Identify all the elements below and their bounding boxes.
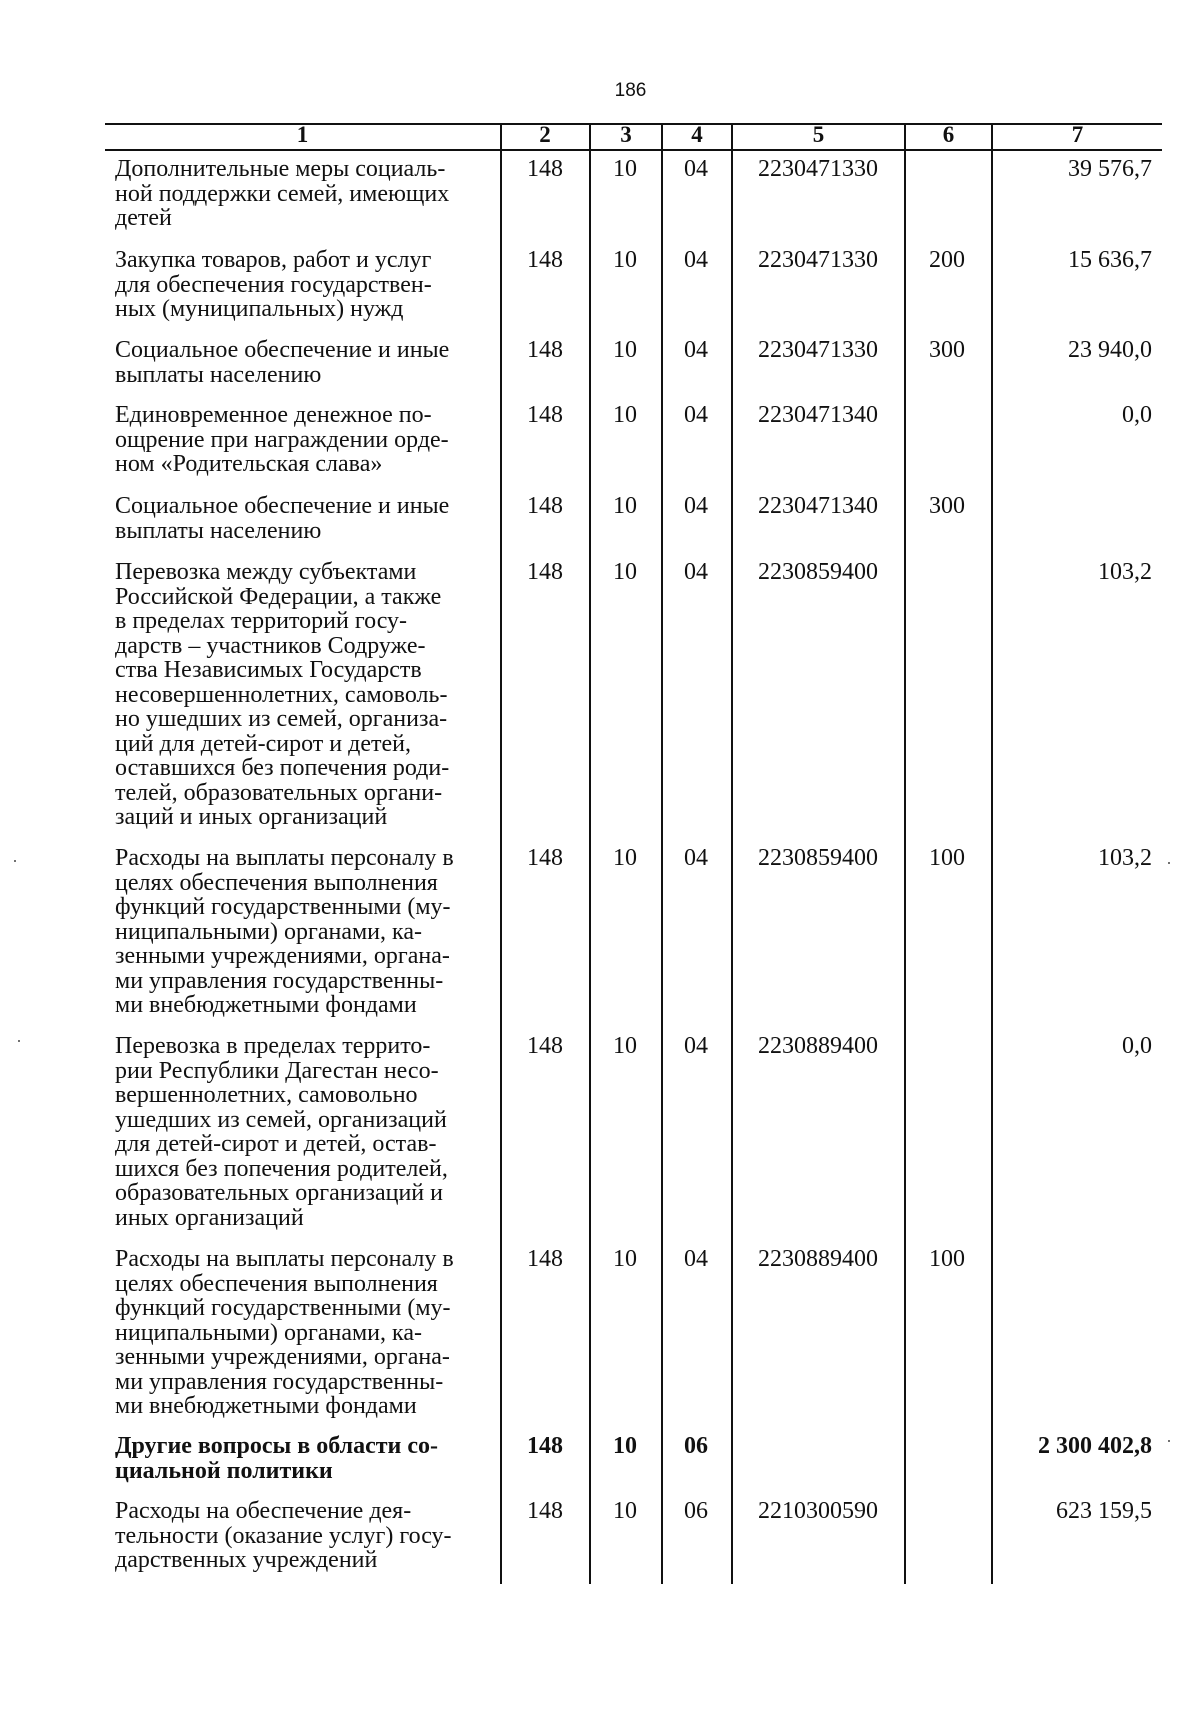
header-bottom-rule [105, 149, 1162, 151]
row-code-2: 148 [527, 337, 563, 363]
row-name: Другие вопросы в области со- циальной политики [115, 1433, 439, 1484]
row-code-3: 10 [613, 1433, 637, 1459]
scan-speck [14, 860, 16, 862]
column-header-6: 6 [942, 122, 955, 147]
row-name: Расходы на выплаты персоналу в целях обеспечения выполнения функций государственными (му- ниципальными) органами, ка- зенными учреждениями, органа- ми управления государственны- ми внебюджетными фондами [115, 845, 454, 1018]
row-name: Расходы на обеспечение дея- тельности (оказание услуг) госу- дарственных учреждений [115, 1498, 452, 1573]
row-code-4: 04 [684, 493, 708, 519]
row-code-3: 10 [613, 337, 637, 363]
row-code-4: 04 [684, 1033, 708, 1059]
column-header-3: 3 [620, 122, 632, 147]
row-code-2: 148 [527, 402, 563, 428]
row-code-4: 04 [684, 1246, 708, 1272]
column-header-1: 1 [296, 122, 309, 147]
row-amount: 2 300 402,8 [1038, 1433, 1152, 1459]
row-name: Перевозка между субъектами Российской Федерации, а также в пределах территорий госу- дарств – участников Содруже- ства Независимых Государств несовершеннолетних, самоволь- но ушедших из семей, организа- ций для детей-сирот и детей, оставшихся без попечения роди- телей, образовательных органи- заций и иных организаций [115, 559, 450, 830]
row-code-4: 04 [684, 156, 708, 182]
row-code-4: 04 [684, 247, 708, 273]
row-code-3: 10 [613, 493, 637, 519]
column-header-5: 5 [812, 122, 825, 147]
row-code-6: 200 [929, 247, 965, 273]
row-code-3: 10 [613, 1498, 637, 1524]
row-code-2: 148 [527, 559, 563, 585]
row-code-5: 2230889400 [758, 1033, 878, 1059]
row-code-3: 10 [613, 1033, 637, 1059]
row-code-2: 148 [527, 493, 563, 519]
row-code-2: 148 [527, 1246, 563, 1272]
row-code-4: 06 [684, 1498, 708, 1524]
scan-speck [18, 1040, 20, 1042]
row-code-3: 10 [613, 845, 637, 871]
row-code-5: 2230471340 [758, 402, 878, 428]
row-code-2: 148 [527, 1498, 563, 1524]
row-code-3: 10 [613, 559, 637, 585]
row-amount: 103,2 [1098, 559, 1152, 585]
row-amount: 0,0 [1122, 1033, 1152, 1059]
row-code-5: 2230471340 [758, 493, 878, 519]
row-code-2: 148 [527, 156, 563, 182]
row-code-4: 04 [684, 559, 708, 585]
row-code-2: 148 [527, 845, 563, 871]
row-name: Социальное обеспечение и иные выплаты населению [115, 337, 450, 388]
scan-speck [1168, 862, 1170, 864]
row-code-4: 04 [684, 402, 708, 428]
column-header-7: 7 [1071, 122, 1084, 147]
column-header-2: 2 [539, 122, 551, 147]
row-code-6: 300 [929, 337, 965, 363]
row-amount: 39 576,7 [1068, 156, 1152, 182]
row-code-2: 148 [527, 1433, 563, 1459]
row-amount: 103,2 [1098, 845, 1152, 871]
row-code-6: 300 [929, 493, 965, 519]
row-amount: 0,0 [1122, 402, 1152, 428]
row-code-3: 10 [613, 247, 637, 273]
row-amount: 623 159,5 [1056, 1498, 1152, 1524]
row-code-5: 2230859400 [758, 559, 878, 585]
row-code-2: 148 [527, 247, 563, 273]
row-code-6: 100 [929, 1246, 965, 1272]
row-amount: 15 636,7 [1068, 247, 1152, 273]
page-number: 186 [614, 80, 647, 101]
row-code-3: 10 [613, 156, 637, 182]
row-code-5: 2230471330 [758, 247, 878, 273]
row-amount: 23 940,0 [1068, 337, 1152, 363]
row-name: Расходы на выплаты персоналу в целях обеспечения выполнения функций государственными (му- ниципальными) органами, ка- зенными учреждениями, органа- ми управления государственны- ми внебюджетными фондами [115, 1246, 454, 1419]
row-code-2: 148 [527, 1033, 563, 1059]
row-code-4: 04 [684, 845, 708, 871]
row-name: Перевозка в пределах террито- рии Республики Дагестан несо- вершеннолетних, самовольно ушедших из семей, организаций для детей-сирот и детей, остав- шихся без попечения родителей, образовательных организаций и иных организаций [115, 1033, 448, 1231]
row-name: Дополнительные меры социаль- ной поддержки семей, имеющих детей [115, 156, 450, 231]
row-code-5: 2230471330 [758, 337, 878, 363]
row-code-4: 04 [684, 337, 708, 363]
row-name: Закупка товаров, работ и услуг для обеспечения государствен- ных (муниципальных) нужд [115, 247, 432, 322]
scan-speck [1168, 1440, 1170, 1442]
row-code-6: 100 [929, 845, 965, 871]
column-header-4: 4 [691, 122, 703, 147]
row-code-5: 2230859400 [758, 845, 878, 871]
row-code-5: 2230471330 [758, 156, 878, 182]
row-code-5: 2230889400 [758, 1246, 878, 1272]
row-code-3: 10 [613, 402, 637, 428]
row-code-4: 06 [684, 1433, 708, 1459]
row-name: Единовременное денежное по- ощрение при награждении орде- ном «Родительская слава» [115, 402, 449, 477]
row-name: Социальное обеспечение и иные выплаты населению [115, 493, 450, 544]
row-code-3: 10 [613, 1246, 637, 1272]
row-code-5: 2210300590 [758, 1498, 878, 1524]
